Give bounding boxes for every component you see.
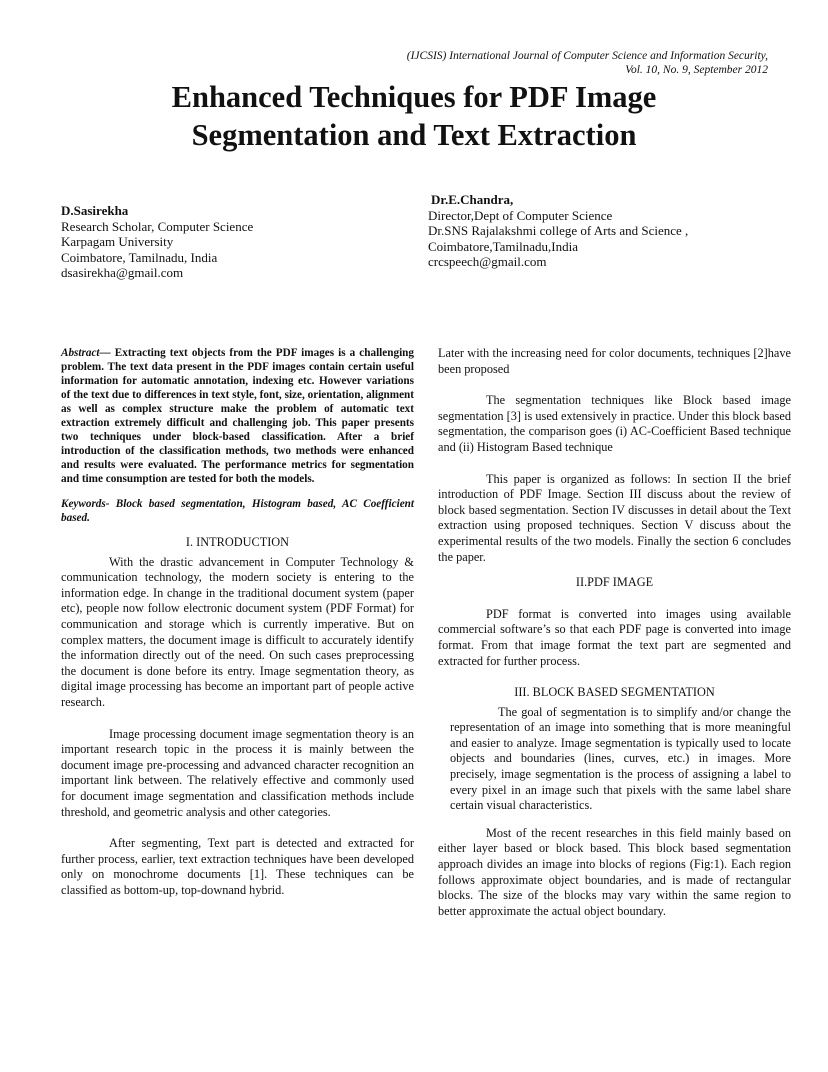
paragraph: Image processing document image segmentation theory is an important research topic in the process it is mainly between the document image pre-processing and advanced character recognition an important link between. The relatively effective and commonly used for document image segmentation and classification methods include threshold, and geometric analysis and other categories. [61,726,414,819]
paragraph: Most of the recent researches in this field mainly based on either layer based or block based. This block based segmentation approach divides an image into blocks of regions (Fig:1). Each region follows approximate object boundaries, and is made of rectangular blocks. The size of the blocks may vary within the same region to better approximate the actual object boundary. [438,825,791,918]
author-affiliation: Research Scholar, Computer Science [61,218,254,234]
paragraph: This paper is organized as follows: In section II the brief introduction of PDF Image. Section III discuss about the review of block based segmentation. Section IV discusses in detail about the Text extraction using proposed techniques. Section V discuss about the experimental results of the two models. Finally the section 6 concludes the paper. [438,471,791,564]
author-block-1 [61,203,401,281]
author-email: crcspeech@gmail.com [428,254,547,270]
title-line-2: Segmentation and Text Extraction [191,118,637,152]
left-column [61,346,414,898]
abstract-text: Extracting text objects from the PDF images is a challenging problem. The text data present in the PDF images contain certain useful information for automatic annotation, indexing etc. However variations of the text due to differences in text style, font, size, orientation, alignment as well as complex structure make the problem of automatic text extraction extremely difficult and challenging job. This paper presents two techniques under block-based classification. After a brief introduction of the classification methods, two methods were enhanced and results were evaluated. The performance metrics for segmentation and time consumption are tested for both the models. [61,347,414,485]
journal-volume: Vol. 10, No. 9, September 2012 [625,64,768,76]
author-affiliation: Dr.SNS Rajalakshmi college of Arts and Science , [428,223,689,239]
paragraph: After segmenting, Text part is detected and extracted for further process, earlier, text extraction techniques have been developed only on monochrome documents [1]. These techniques can be classified as bottom-up, top-downand hybrid. [61,836,414,897]
paper-title [80,78,748,154]
running-head [248,49,768,77]
right-column [438,346,791,919]
abstract [61,346,414,486]
author-name: Dr.E.Chandra, [431,192,514,207]
author-name: D.Sasirekha [61,203,129,218]
author-affiliation: Director,Dept of Computer Science [428,207,613,223]
paragraph: The goal of segmentation is to simplify and/or change the representation of an image into something that is more meaningful and easier to analyze. Image segmentation is typically used to locate objects and boundaries (lines, curves, etc.) in images. More precisely, image segmentation is the process of assigning a label to every pixel in an image such that pixels with the same label share certain visual characteristics. [450,704,791,813]
author-block-2 [428,192,788,270]
author-affiliation: Karpagam University [61,234,174,250]
paragraph: With the drastic advancement in Computer Technology & communication technology, the modern society is entering to the information edge. In change in the traditional document system (paper etc), people now follow electronic document system (PDF Format) for communication and storage which is currently imperative. But on complex matters, the document image is difficult to accurately identify the information directly out of the need. On such cases preprocessing the document is done before its entry. Image segmentation theory, as digital image processing has become an important part of people active research. [61,554,414,709]
author-email: dsasirekha@gmail.com [61,265,184,281]
section-heading-block-segmentation: III. BLOCK BASED SEGMENTATION [514,685,715,700]
paragraph: PDF format is converted into images using available commercial software’s so that each PDF page is converted into image format. From that image format the text part are segmented and extracted for further process. [438,606,791,668]
journal-name: (IJCSIS) International Journal of Computer Science and Information Security, [406,50,768,62]
section-heading-pdf-image: II.PDF IMAGE [575,575,654,590]
abstract-label: Abstract— [61,347,111,359]
section-heading-introduction: I. INTRODUCTION [185,535,290,549]
keywords: Keywords- Block based segmentation, Histogram based, AC Coefficient based. [61,498,414,524]
author-location: Coimbatore, Tamilnadu, India [61,249,218,265]
author-location: Coimbatore,Tamilnadu,India [428,238,578,254]
paragraph: The segmentation techniques like Block based image segmentation [3] is used extensively in practice. Under this block based segmentation, the comparison goes (i) AC-Coefficient Based technique and (ii) Histogram Based technique [438,393,791,454]
paragraph: Later with the increasing need for color documents, techniques [2]have been proposed [438,346,791,376]
title-line-1: Enhanced Techniques for PDF Image [171,80,657,114]
